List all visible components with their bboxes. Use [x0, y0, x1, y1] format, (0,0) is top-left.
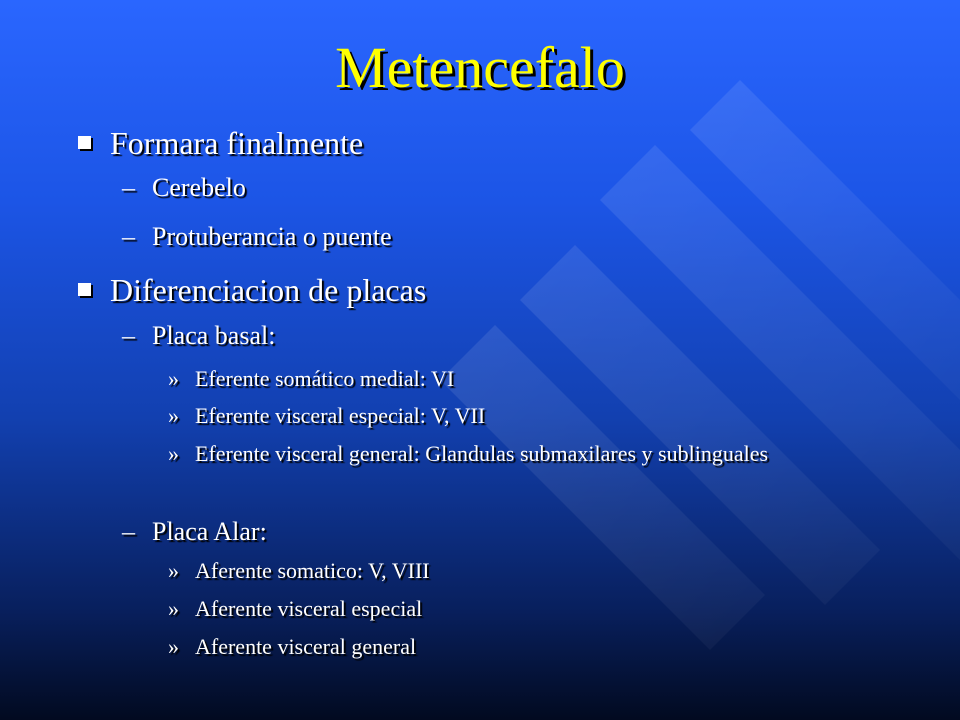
chevron-marker: » [168, 403, 179, 428]
detail-text: Aferente visceral especial [195, 596, 423, 621]
dash-marker: – [122, 321, 135, 350]
dash-marker: – [122, 173, 135, 202]
chevron-marker: » [168, 596, 179, 621]
detail-text: Eferente visceral general: Glandulas submaxilares y sublinguales [195, 441, 769, 466]
detail-text: Eferente visceral especial: V, VII [195, 403, 486, 428]
subitem-text: Placa basal: [152, 321, 276, 350]
dash-marker: – [122, 517, 135, 546]
dash-marker: – [122, 222, 135, 251]
chevron-marker: » [168, 441, 179, 466]
subitem-text: Protuberancia o puente [152, 222, 392, 251]
bullet-text: Formara finalmente [110, 125, 364, 161]
detail-text: Eferente somático medial: VI [195, 366, 455, 391]
detail-text: Aferente somatico: V, VIII [195, 558, 430, 583]
square-bullet-icon [78, 283, 91, 296]
slide-title: Metencefalo [335, 35, 625, 100]
bullet-text: Diferenciacion de placas [110, 272, 427, 308]
chevron-marker: » [168, 558, 179, 583]
detail-text: Aferente visceral general [195, 634, 417, 659]
subitem-text: Placa Alar: [152, 517, 267, 546]
subitem-text: Cerebelo [152, 173, 246, 202]
square-bullet-icon [78, 136, 91, 149]
chevron-marker: » [168, 634, 179, 659]
chevron-marker: » [168, 366, 179, 391]
